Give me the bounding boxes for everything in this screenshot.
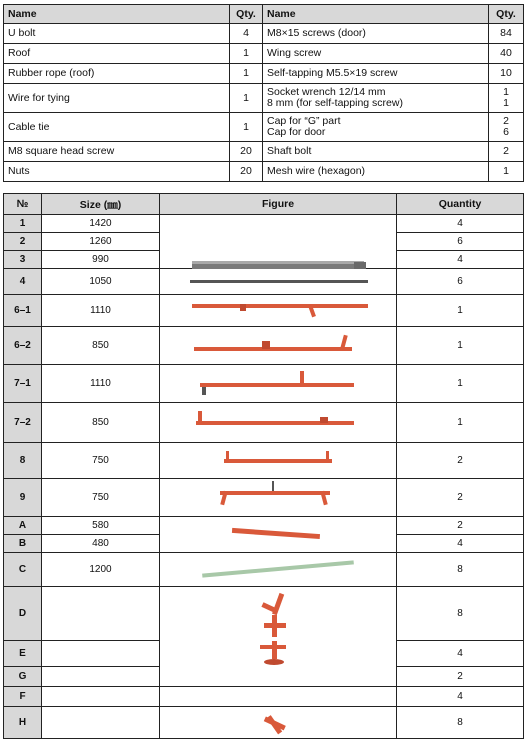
header-quantity: Quantity <box>397 194 524 215</box>
component-no: 3 <box>4 251 42 269</box>
table-row <box>4 707 524 739</box>
component-no: D <box>4 587 42 641</box>
thin-pipe-figure <box>160 269 397 295</box>
part-name: Shaft bolt <box>263 142 489 162</box>
part-qty-line: 1 <box>503 86 509 98</box>
part-qty: 2 <box>489 142 524 162</box>
component-size: 1110 <box>42 365 160 403</box>
table-row <box>4 64 524 84</box>
pipe-6-1-body <box>192 304 368 308</box>
component-size: 480 <box>42 535 160 553</box>
component-no: 6–2 <box>4 327 42 365</box>
component-no: E <box>4 641 42 667</box>
component-qty: 2 <box>397 517 524 535</box>
figure-7-1 <box>160 365 397 403</box>
figure-9 <box>160 479 397 517</box>
figure-8 <box>160 443 397 479</box>
table-row <box>4 113 524 142</box>
pipe-9-hook <box>272 481 274 491</box>
table-row <box>4 443 524 479</box>
part-name-multi <box>263 84 489 113</box>
pipe-9-figure <box>160 479 397 517</box>
figure-f <box>160 687 397 707</box>
pipe-7-2-upright <box>198 411 202 423</box>
header-size: Size (㎜) <box>42 194 160 215</box>
part-qty-line: 1 <box>503 97 509 109</box>
part-name-line: 8 mm (for self-tapping screw) <box>267 97 403 109</box>
pipe-7-2-figure <box>160 403 397 443</box>
part-qty: 1 <box>230 84 263 113</box>
component-no: G <box>4 667 42 687</box>
grey-pipe-figure <box>160 215 397 271</box>
pipe-8-figure <box>160 443 397 479</box>
component-qty: 8 <box>397 587 524 641</box>
component-qty: 2 <box>397 479 524 517</box>
part-name-line: Cap for “G” part <box>267 115 341 127</box>
joint-d <box>261 593 284 615</box>
part-name: U bolt <box>4 24 230 44</box>
component-qty: 8 <box>397 707 524 739</box>
component-size <box>42 641 160 667</box>
parts-table <box>3 4 524 182</box>
component-size <box>42 667 160 687</box>
table-row <box>4 403 524 443</box>
component-size: 580 <box>42 517 160 535</box>
figure-h <box>160 707 397 739</box>
table-row <box>4 327 524 365</box>
component-no: F <box>4 687 42 707</box>
component-size: 1200 <box>42 553 160 587</box>
component-qty: 1 <box>397 365 524 403</box>
table-row <box>4 517 524 535</box>
table-row <box>4 553 524 587</box>
pipe-7-2-body <box>196 421 354 425</box>
part-qty: 20 <box>230 142 263 162</box>
figure-d-e-g <box>160 587 397 687</box>
table-row <box>4 142 524 162</box>
joint-h-figure <box>160 707 397 739</box>
table-row <box>4 84 524 113</box>
component-no: B <box>4 535 42 553</box>
component-no: 6–1 <box>4 295 42 327</box>
table-row <box>4 215 524 233</box>
part-name: Nuts <box>4 162 230 182</box>
component-qty: 4 <box>397 535 524 553</box>
pipe-7-1-figure <box>160 365 397 403</box>
part-qty-multi <box>489 84 524 113</box>
part-name: Wire for tying <box>4 84 230 113</box>
joint-parts-figure <box>160 587 397 679</box>
component-size: 750 <box>42 443 160 479</box>
component-size: 850 <box>42 403 160 443</box>
component-size: 1420 <box>42 215 160 233</box>
part-name: M8×15 screws (door) <box>263 24 489 44</box>
component-size <box>42 687 160 707</box>
component-no: H <box>4 707 42 739</box>
part-qty: 1 <box>230 113 263 142</box>
part-qty-multi <box>489 113 524 142</box>
parts-header-row <box>4 5 524 24</box>
table-row <box>4 295 524 327</box>
component-no: 4 <box>4 269 42 295</box>
table-row <box>4 587 524 641</box>
mesh-pipe-figure <box>160 553 397 587</box>
joint-g-stem <box>272 641 277 659</box>
mesh-pipe-body <box>202 560 354 577</box>
part-name: Rubber rope (roof) <box>4 64 230 84</box>
pipe-7-2-joint <box>320 417 328 423</box>
part-qty: 1 <box>489 162 524 182</box>
table-row <box>4 687 524 707</box>
pipe-8-right-post <box>326 451 329 461</box>
pipe-6-2-body <box>194 347 352 351</box>
pipe-7-1-bolt <box>202 387 206 395</box>
table-row <box>4 162 524 182</box>
part-name-multi <box>263 113 489 142</box>
part-name-line: Cap for door <box>267 126 326 138</box>
component-size: 850 <box>42 327 160 365</box>
part-name: Roof <box>4 44 230 64</box>
component-no: 9 <box>4 479 42 517</box>
part-qty: 1 <box>230 44 263 64</box>
component-size: 990 <box>42 251 160 269</box>
pipe-6-1-figure <box>160 295 397 327</box>
figure-thin-pipe <box>160 269 397 295</box>
header-qty-2: Qty. <box>489 5 524 24</box>
component-size <box>42 587 160 641</box>
component-size: 1260 <box>42 233 160 251</box>
part-qty: 20 <box>230 162 263 182</box>
part-name: Self-tapping M5.5×19 screw <box>263 64 489 84</box>
joint-e-horizontal <box>264 623 286 628</box>
part-qty: 84 <box>489 24 524 44</box>
pipe-6-2-joint <box>262 341 270 349</box>
component-qty: 4 <box>397 641 524 667</box>
component-no: 8 <box>4 443 42 479</box>
component-qty: 2 <box>397 443 524 479</box>
component-qty: 2 <box>397 667 524 687</box>
component-size: 1050 <box>42 269 160 295</box>
part-name-line: Socket wrench 12/14 mm <box>267 86 386 98</box>
figure-a-b <box>160 517 397 553</box>
component-qty: 6 <box>397 269 524 295</box>
part-qty-line: 2 <box>503 115 509 127</box>
part-qty: 10 <box>489 64 524 84</box>
components-header-row <box>4 194 524 215</box>
figure-6-1 <box>160 295 397 327</box>
component-qty: 4 <box>397 251 524 269</box>
components-table <box>3 193 524 739</box>
figure-7-2 <box>160 403 397 443</box>
pipe-6-1-joint <box>240 304 246 311</box>
component-qty: 4 <box>397 687 524 707</box>
header-name-1: Name <box>4 5 230 24</box>
component-qty: 6 <box>397 233 524 251</box>
part-name: Cable tie <box>4 113 230 142</box>
joint-e <box>264 615 286 637</box>
part-name: Mesh wire (hexagon) <box>263 162 489 182</box>
table-row <box>4 44 524 64</box>
joint-g <box>260 641 286 665</box>
joint-g-arm <box>260 645 286 649</box>
joint-d-arm-right <box>272 593 284 615</box>
grey-pipe-highlight <box>192 261 364 264</box>
part-qty: 1 <box>230 64 263 84</box>
thin-pipe-body <box>190 280 368 283</box>
part-qty: 4 <box>230 24 263 44</box>
component-size: 1110 <box>42 295 160 327</box>
header-name-2: Name <box>263 5 489 24</box>
joint-g-base <box>264 659 284 665</box>
figure-c <box>160 553 397 587</box>
pipe-6-2-figure <box>160 327 397 365</box>
table-row <box>4 24 524 44</box>
pipe-7-1-body <box>200 383 354 387</box>
part-name: M8 square head screw <box>4 142 230 162</box>
component-no: C <box>4 553 42 587</box>
part-qty-line: 6 <box>503 126 509 138</box>
component-no: 7–1 <box>4 365 42 403</box>
short-pipe-body <box>232 528 320 539</box>
header-no: № <box>4 194 42 215</box>
part-qty: 40 <box>489 44 524 64</box>
figure-6-2 <box>160 327 397 365</box>
table-row <box>4 269 524 295</box>
component-qty: 8 <box>397 553 524 587</box>
component-no: A <box>4 517 42 535</box>
component-no: 7–2 <box>4 403 42 443</box>
figure-grey-pipe <box>160 215 397 269</box>
component-no: 1 <box>4 215 42 233</box>
component-qty: 1 <box>397 403 524 443</box>
component-qty: 1 <box>397 295 524 327</box>
header-qty-1: Qty. <box>230 5 263 24</box>
pipe-7-1-upright <box>300 371 304 385</box>
short-pipe-figure <box>160 517 397 553</box>
component-qty: 4 <box>397 215 524 233</box>
pipe-9-body <box>220 491 330 495</box>
component-no: 2 <box>4 233 42 251</box>
header-figure: Figure <box>160 194 397 215</box>
component-size <box>42 707 160 739</box>
pipe-8-left-post <box>226 451 229 461</box>
pipe-8-body <box>224 459 332 463</box>
component-qty: 1 <box>397 327 524 365</box>
part-name: Wing screw <box>263 44 489 64</box>
table-row <box>4 365 524 403</box>
table-row <box>4 479 524 517</box>
component-size: 750 <box>42 479 160 517</box>
